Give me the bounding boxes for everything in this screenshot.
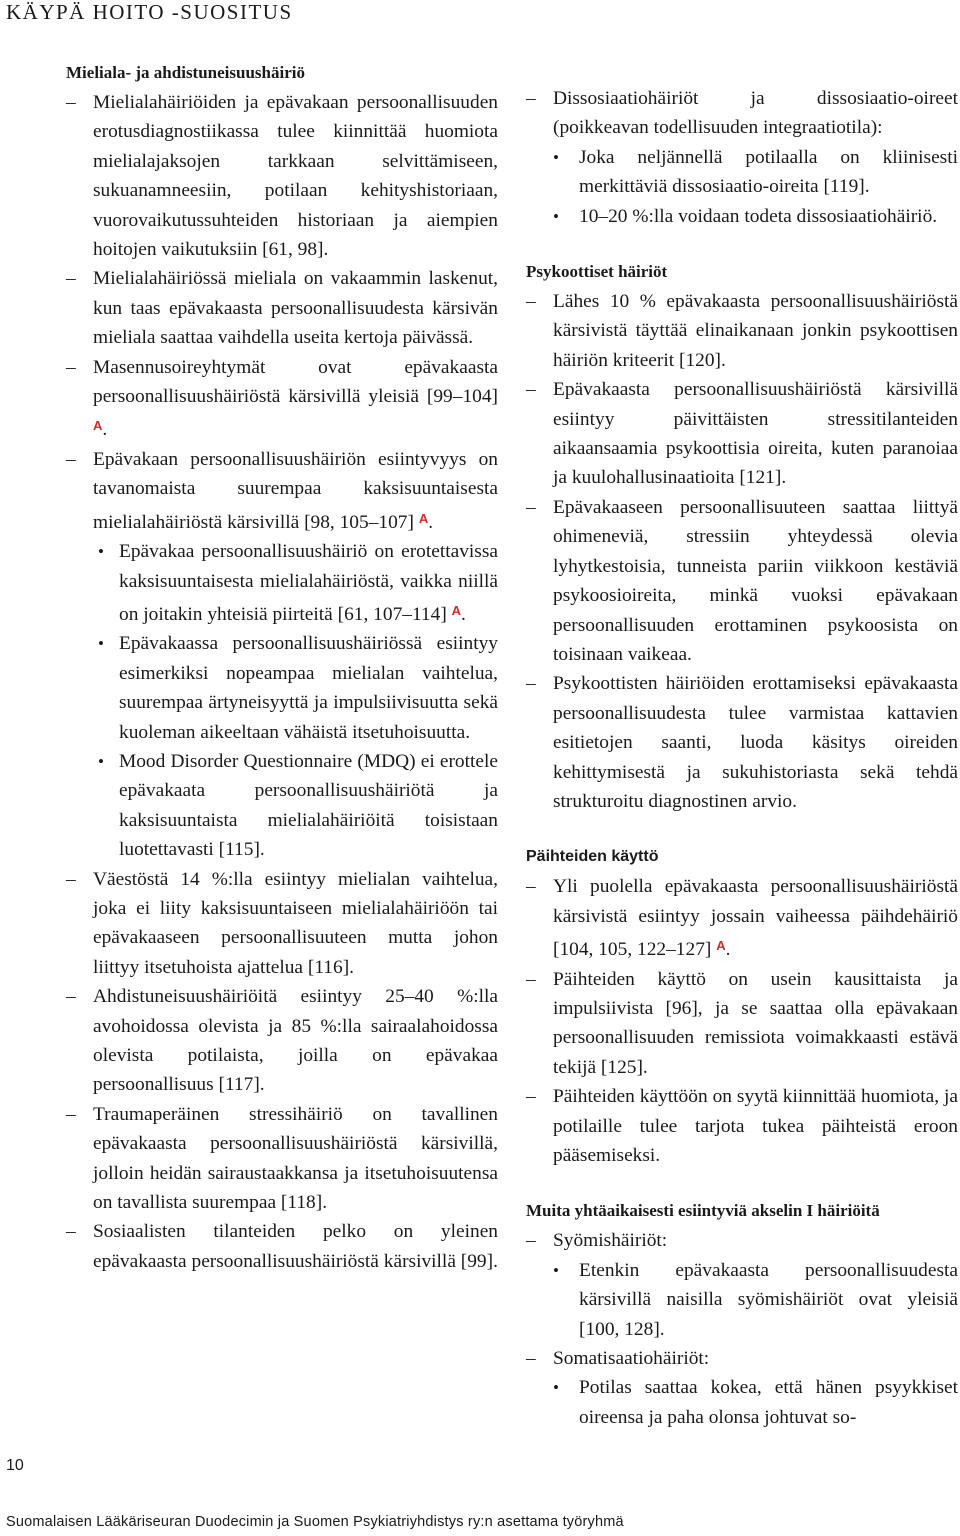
section-heading-muita: Muita yhtäaikaisesti esiintyviä akselin I häiriöitä — [526, 1201, 880, 1221]
list-item: – Somatisaatiohäiriöt: — [526, 1348, 710, 1370]
list-item: – Ahdistuneisuushäiriöitä esiintyy 25–40 %:lla avohoidossa olevista ja 85 %:lla sairaalahoidossa olevista potilaista, joilla on epävakaa persoonallisuus [117]. — [66, 986, 498, 1096]
list-item: – Mielialahäiriössä mieliala on vakaammin laskenut, kun taas epävakaasta persoonallisuudesta kärsivän mieliala saattaa vaihdella useita kertoja päivässä. — [66, 268, 498, 349]
page-footer: Suomalaisen Lääkäriseuran Duodecimin ja Suomen Psykiatriyhdistys ry:n asettama työryhmä — [6, 1514, 624, 1530]
evidence-grade-badge: A — [716, 938, 726, 954]
evidence-grade-badge: A — [451, 602, 462, 618]
sub-list-item: • Etenkin epävakaasta persoonallisuudesta kärsivillä naisilla syömishäiriöt ovat yleisiä [100, 128]. — [553, 1259, 958, 1340]
list-item: – Päihteiden käyttö on usein kausittaista ja impulsiivista [96], ja se saattaa olla epävakaan persoonallisuuden remissiota voimakkaasti estävä tekijä [125]. — [526, 968, 958, 1078]
list-item: – Mielialahäiriöiden ja epävakaan persoonallisuuden erotusdiagnostiikassa tulee kiinnittää huomiota mielialajaksojen tarkkaan selvittämiseen, sukuanamneesiin, potilaan kehityshistoriaan, vuorovaikutussuhteiden historiaan ja aiempien hoitojen vaikutuksiin [61, 98]. — [66, 92, 498, 261]
right-column — [526, 84, 958, 1432]
list-item: – Päihteiden käyttöön on syytä kiinnittää huomiota, ja potilaille tulee tarjota tukea päihteistä eroon pääsemiseksi. — [526, 1086, 958, 1166]
list-item: – Epävakaaseen persoonallisuuteen saattaa liittyä ohimeneviä, stressiin yhteydessä olevia lyhytkestoisia, tunneista pariin viikkoon kestäviä psykoosioireita, minkä vuoksi epävakaan persoonallisuuden erottaminen psykoosista on toisinaan vaikeaa. — [526, 496, 958, 665]
sub-list-item: • Epävakaa persoonallisuushäiriö on erotettavissa kaksisuuntaisesta mielialahäiriöstä, vaikka niillä on joitakin yhteisiä piirteitä [61, 107–114] $^A$. — [98, 541, 498, 625]
section-heading-paihteet: Päihteiden käyttö — [526, 848, 659, 866]
sub-list-item: • Joka neljännellä potilaalla on kliinisesti merkittäviä dissosiaatio-oireita [119]. — [553, 146, 958, 198]
list-item: – Traumaperäinen stressihäiriö on tavallinen epävakaasta persoonallisuushäiriöstä kärsivillä, jolloin heidän sairaustaakkansa ja itsetuhoisuutensa on tavallista suurempaa [118]. — [66, 1103, 498, 1214]
list-item: – Väestöstä 14 %:lla esiintyy mielialan vaihtelua, joka ei liity kaksisuuntaiseen mielialahäiriöön tai epävakaaseen persoonallisuuteen mutta johon liittyy itsetuhoista ajattelua [116]. — [66, 868, 498, 978]
page-number: 10 — [6, 1457, 24, 1474]
sub-list-item: • 10–20 %:lla voidaan todeta dissosiaatiohäiriö. — [553, 205, 938, 227]
sub-list-item: • Potilas saattaa kokea, että hänen psyykkiset oireensa ja paha olonsa johtuvat so- — [553, 1377, 958, 1428]
list-item: – Psykoottisten häiriöiden erottamiseksi epävakaasta persoonallisuudesta tulee varmistaa kattavien esitietojen saanti, luoda käsitys oireiden kehittymisestä ja sukuhistoriasta sekä tehdä strukturoitu diagnostinen arvio. — [526, 673, 958, 812]
left-column — [66, 58, 498, 1276]
sub-list-item: • Mood Disorder Questionnaire (MDQ) ei erottele epävakaata persoonallisuushäiriötä ja kaksisuuntaista mielialahäiriöitä toisistaan luotettavasti [115]. — [98, 750, 498, 861]
section-heading-mieliala: Mieliala- ja ahdistuneisuushäiriö — [66, 63, 305, 82]
list-item: – Dissosiaatiohäiriöt ja dissosiaatio-oireet (poikkeavan todellisuuden integraatiotila): — [526, 88, 958, 139]
list-item: – Sosiaalisten tilanteiden pelko on yleinen epävakaasta persoonallisuushäiriöstä kärsivillä [99]. — [66, 1221, 498, 1272]
evidence-grade-badge: A — [418, 510, 429, 526]
list-item: – Masennusoireyhtymät ovat epävakaasta persoonallisuushäiriöstä kärsivillä yleisiä [99–104] $^A$. — [66, 356, 498, 441]
section-heading-psykoottiset: Psykoottiset häiriöt — [526, 262, 668, 282]
evidence-grade-badge: A — [93, 418, 103, 434]
list-item: – Epävakaasta persoonallisuushäiriöstä kärsivillä esiintyy päivittäisten stressitilanteiden aikaansaamia psykoottisia oireita, kuten paranoiaa ja kuulohallusinaatioita [121]. — [526, 379, 958, 489]
page-header: KÄYPÄ HOITO -SUOSITUS — [6, 0, 293, 24]
list-item: – Syömishäiriöt: — [526, 1230, 668, 1252]
list-item: – Yli puolella epävakaasta persoonallisuushäiriöstä kärsivistä esiintyy jossain vaiheessa päihdehäiriö [104, 105, 122–127] $^A$. — [526, 876, 958, 961]
sub-list-item: • Epävakaassa persoonallisuushäiriössä esiintyy esimerkiksi nopeampaa mielialan vaihtelua, suurempaa ärtyneisyyttä ja impulsiivisuutta sekä kuoleman aikeeltaan vähäistä itsetuhoisuutta. — [98, 633, 498, 743]
list-item: – Lähes 10 % epävakaasta persoonallisuushäiriöstä kärsivistä täyttää elinaikanaan jonkin psykoottisen häiriön kriteerit [120]. — [526, 291, 958, 371]
list-item: – Epävakaan persoonallisuushäiriön esiintyvyys on tavanomaista suurempaa kaksisuuntaisesta mielialahäiriöstä kärsivillä [98, 105–107] $^A$. — [66, 448, 498, 533]
